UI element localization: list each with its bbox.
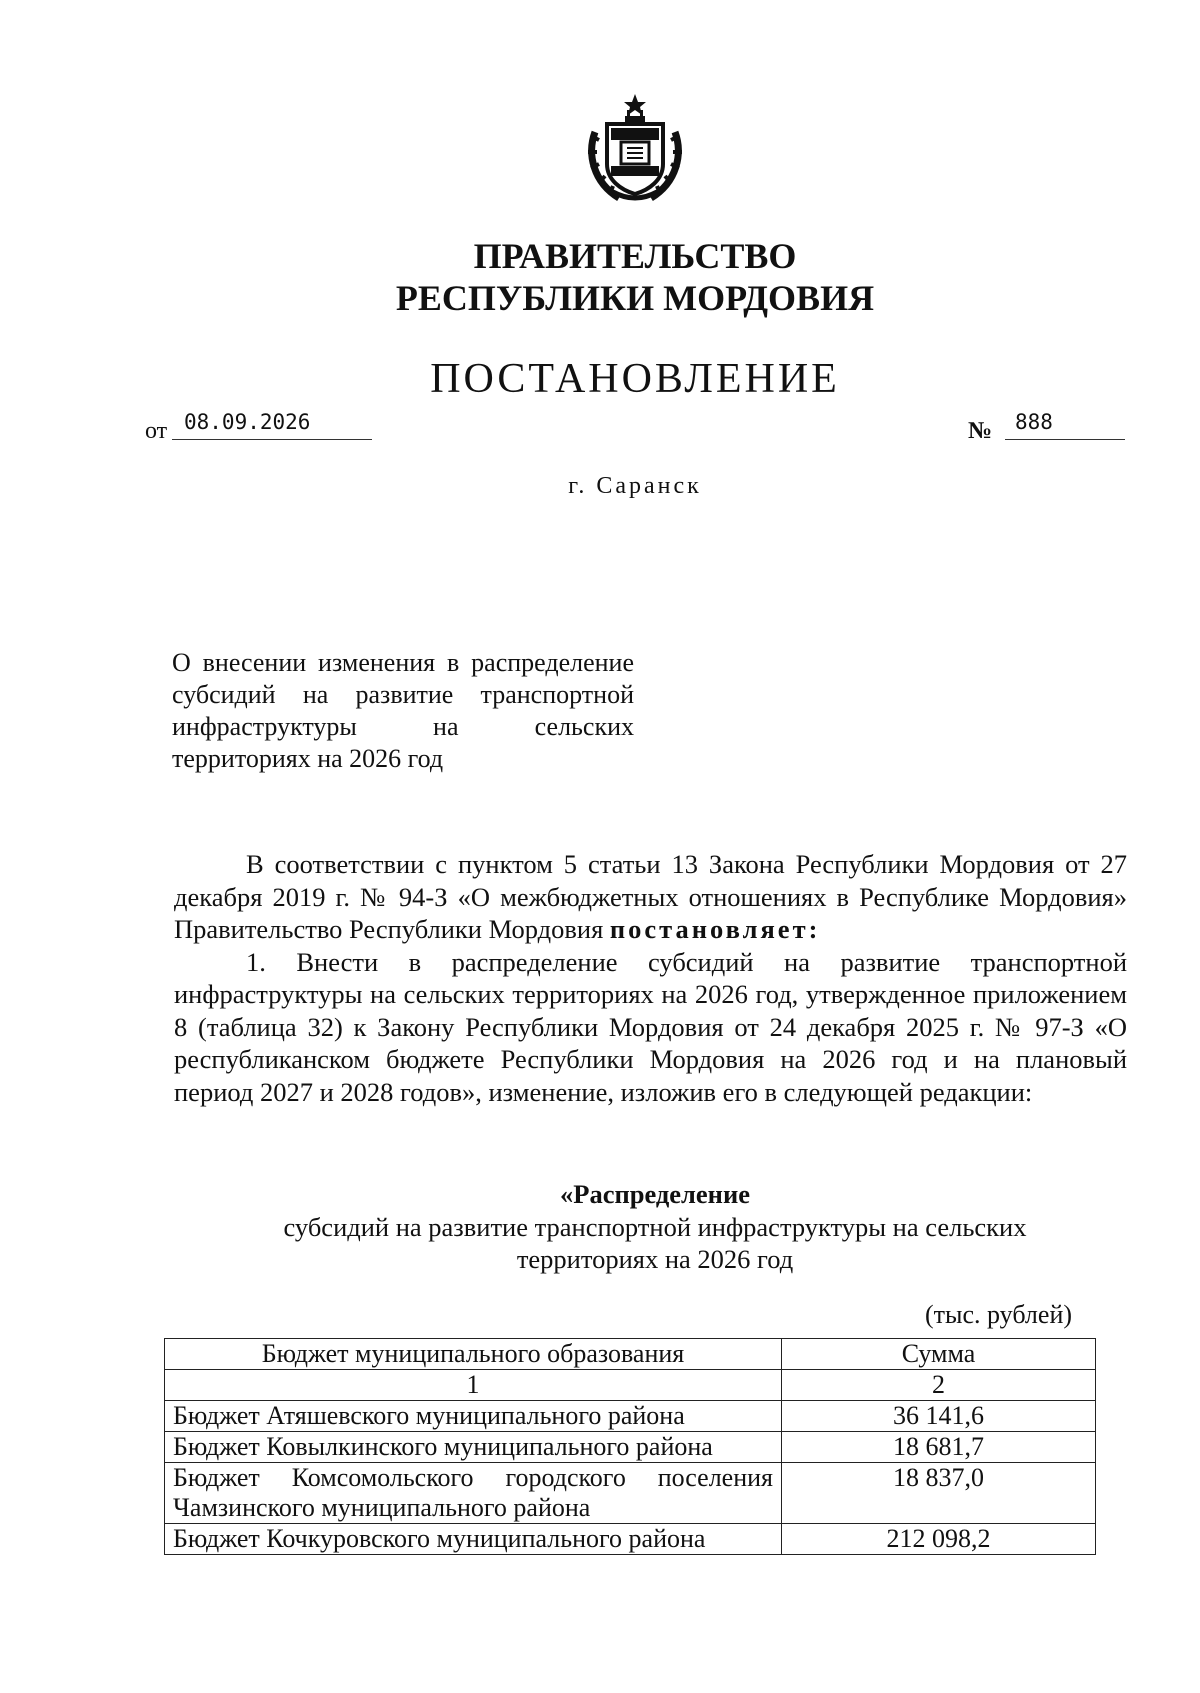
table-cell-name: Бюджет Ковылкинского муниципального района [165, 1432, 782, 1463]
city: г. Саранск [568, 473, 702, 499]
table-row [165, 1463, 1096, 1524]
table-cell-name: Бюджет Комсомольского городского поселения Чамзинского муниципального района [165, 1463, 782, 1524]
table-cell-name: Бюджет Кочкуровского муниципального района [165, 1524, 782, 1555]
document-type: ПОСТАНОВЛЕНИЕ [430, 356, 840, 402]
distribution-table [164, 1338, 1096, 1555]
body-paragraph-1 [174, 848, 1127, 946]
government-title-line2: РЕСПУБЛИКИ МОРДОВИЯ [395, 278, 875, 318]
table-cell-amount: 18 837,0 [782, 1463, 1096, 1524]
government-title [0, 235, 1200, 319]
table-cell-amount: 212 098,2 [782, 1524, 1096, 1555]
table-cell-name: Бюджет Атяшевского муниципального района [165, 1401, 782, 1432]
table-cell-amount: 36 141,6 [782, 1401, 1096, 1432]
table-header-row [165, 1339, 1096, 1370]
table-column-number: 2 [782, 1370, 1096, 1401]
number-prefix: № [968, 418, 993, 444]
table-row [165, 1524, 1096, 1555]
table-header-cell: Сумма [782, 1339, 1096, 1370]
table-row [165, 1401, 1096, 1432]
table-cell-amount: 18 681,7 [782, 1432, 1096, 1463]
date-prefix: от [145, 418, 168, 444]
government-title-line1: ПРАВИТЕЛЬСТВО [473, 236, 797, 276]
body-paragraph-1-emphasis: постановляет: [609, 914, 821, 944]
decree-body [174, 848, 1127, 1108]
table-column-number-row [165, 1370, 1096, 1401]
date-value: 08.09.2026 [172, 410, 372, 440]
decree-subject: О внесении изменения в распределение субсидий на развитие транспортной инфраструктуры на сельских территориях на 2026 год [172, 648, 634, 773]
table-header-cell: Бюджет муниципального образования [165, 1339, 782, 1370]
distribution-subtitle-line2: территориях на 2026 год [516, 1244, 794, 1274]
distribution-heading [0, 1178, 1200, 1276]
table-row [165, 1432, 1096, 1463]
number-value: 888 [1005, 410, 1125, 440]
distribution-subtitle-line1: субсидий на развитие транспортной инфраструктуры на сельских [283, 1211, 1027, 1242]
distribution-title: «Распределение [560, 1179, 750, 1209]
body-paragraph-1-text: В соответствии с пунктом 5 статьи 13 Закона Республики Мордовия от 27 декабря 2019 г. № 94-З «О межбюджетных отношениях в Республике Мордовия» Правительство Республики Мордовия [174, 849, 1127, 944]
units-label: (тыс. рублей) [925, 1300, 1073, 1329]
mordovia-coat-of-arms-icon [583, 92, 687, 204]
body-paragraph-2: 1. Внести в распределение субсидий на развитие транспортной инфраструктуры на сельских территориях на 2026 год, утвержденное приложением 8 (таблица 32) к Закону Республики Мордовия от 24 декабря 2025 г. № 97-З «О республиканском бюджете Республики Мордовия на 2026 год и на плановый период 2027 и 2028 годов», изменение, изложив его в следующей редакции: [174, 946, 1127, 1107]
table-column-number: 1 [165, 1370, 782, 1401]
